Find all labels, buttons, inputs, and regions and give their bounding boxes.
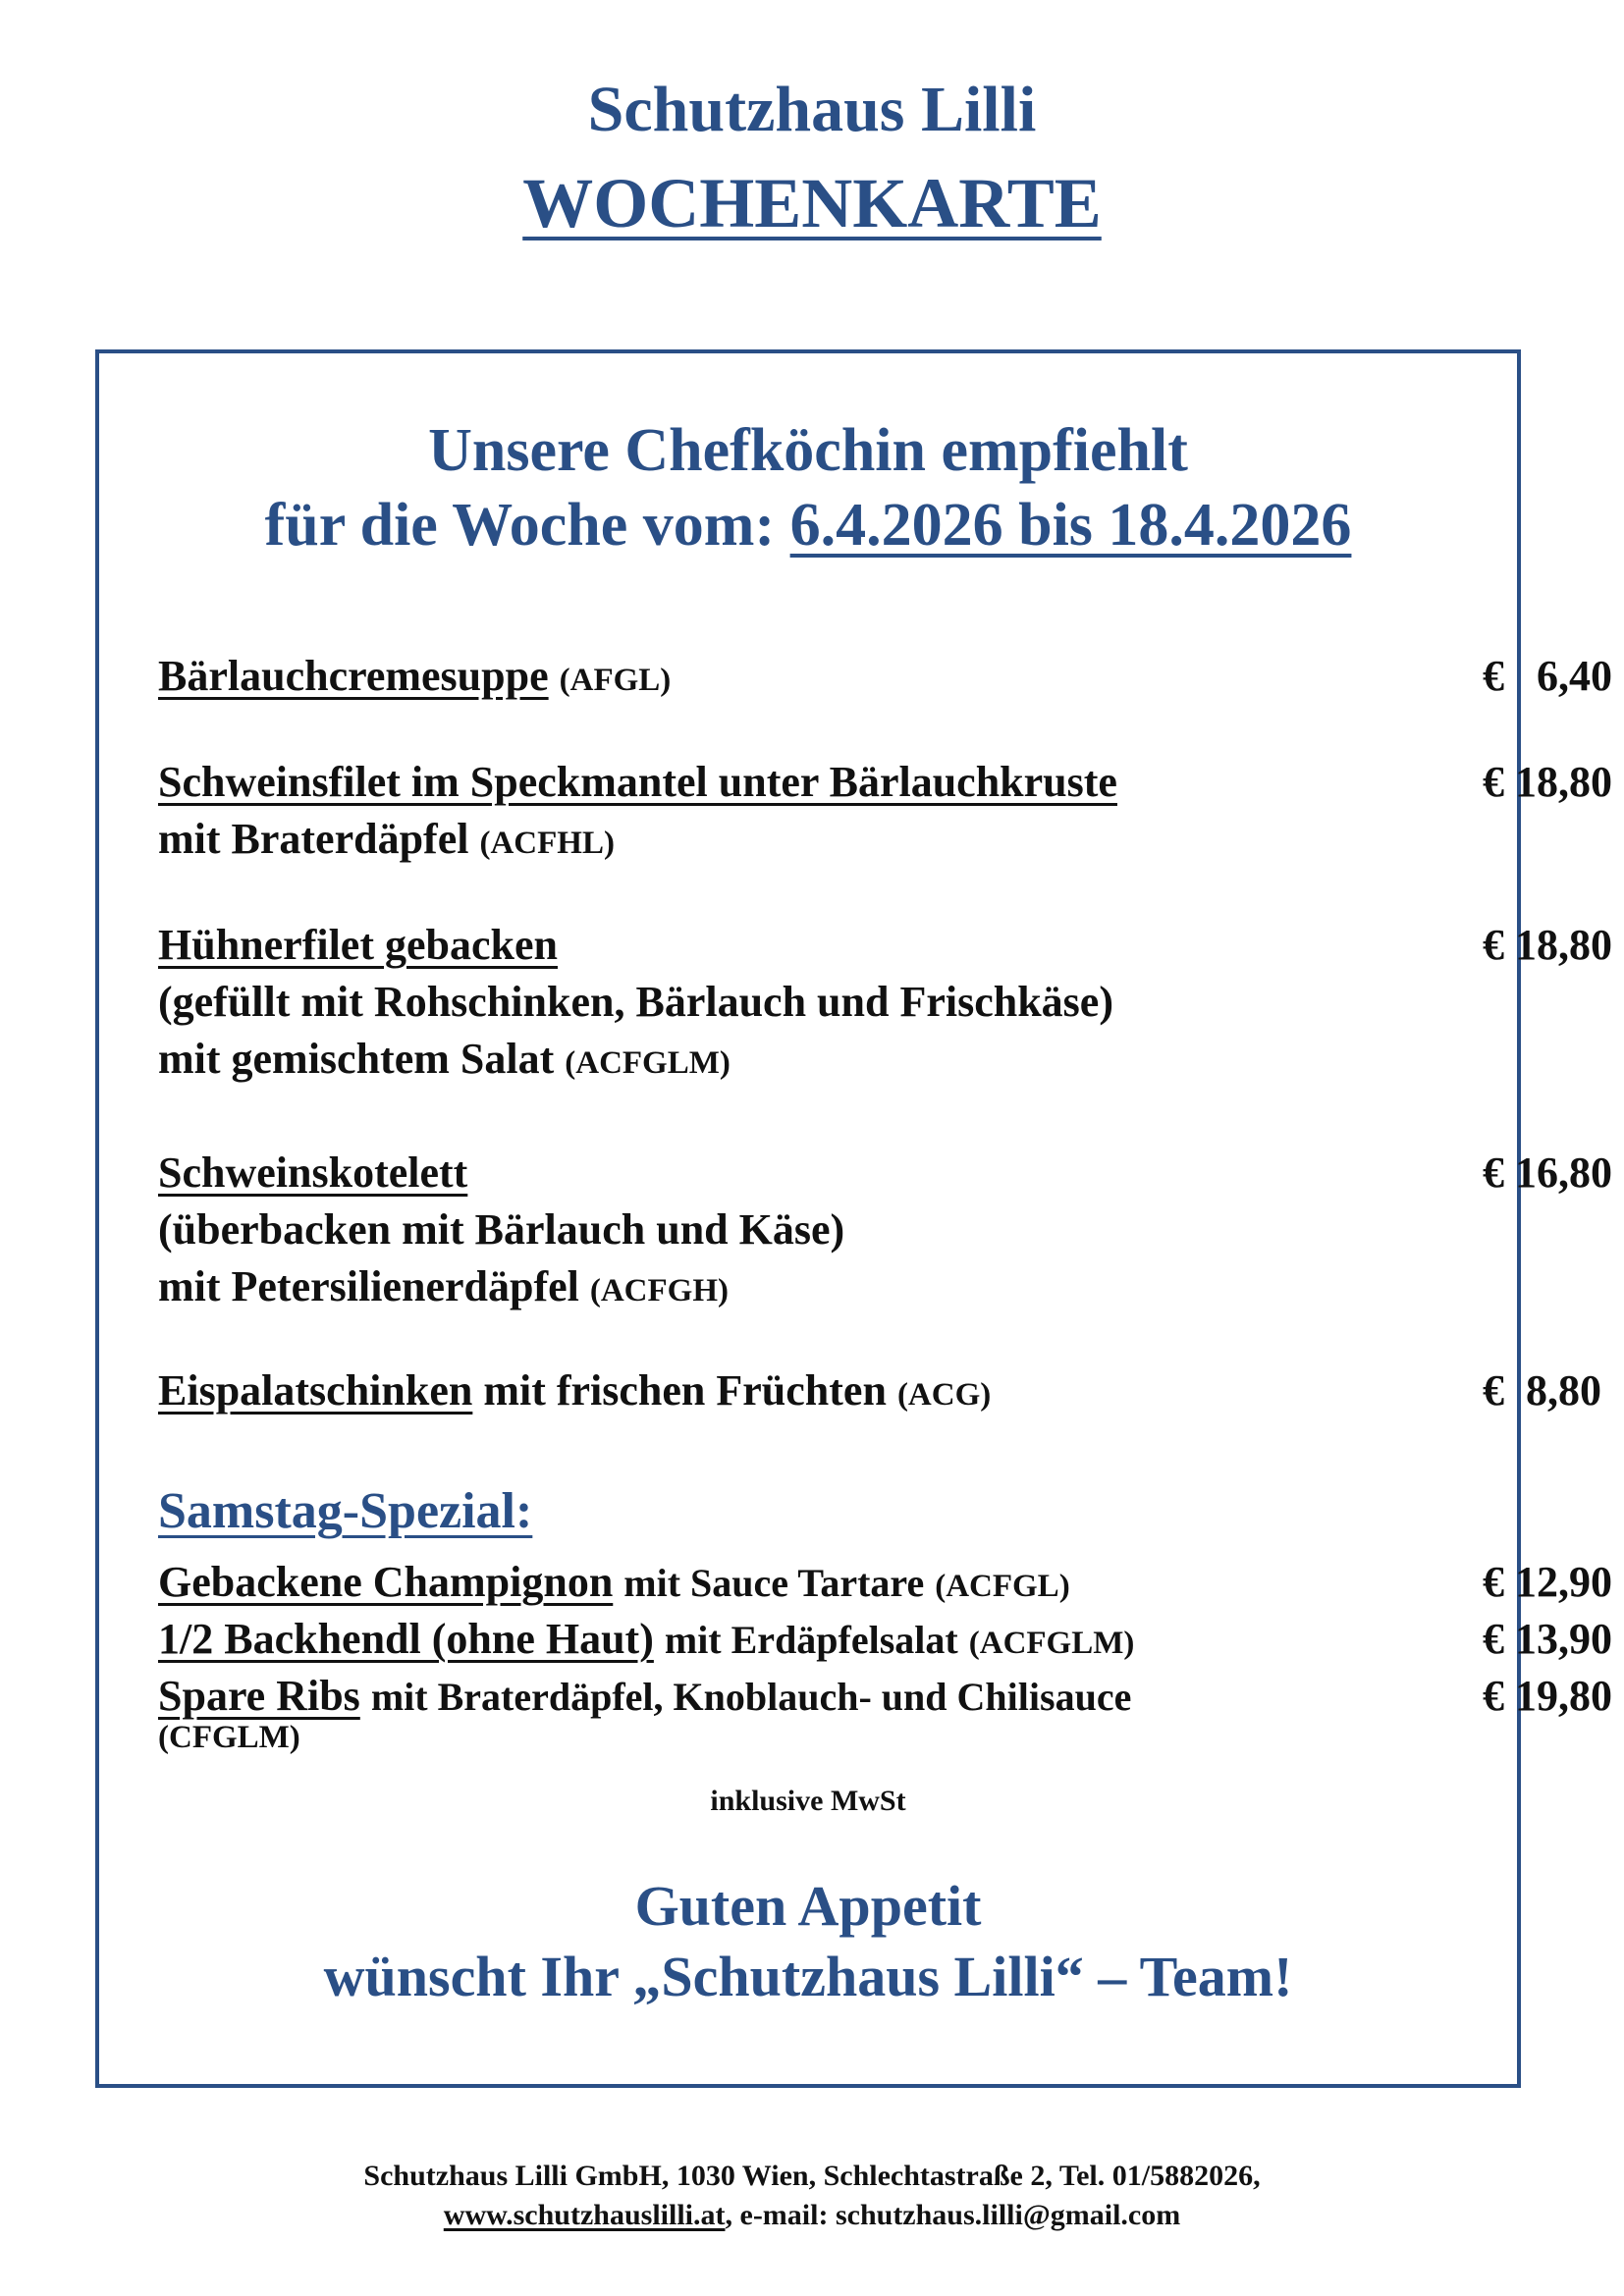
allergen-codes: (ACFGLM)	[565, 1045, 731, 1081]
dish-name: Schweinsfilet im Speckmantel unter Bärlauchkruste	[158, 758, 1117, 806]
allergen-codes: (ACFGL)	[935, 1569, 1070, 1604]
special-item	[158, 1612, 1612, 1671]
menu-item	[158, 648, 1612, 709]
dish-price: € 19,80	[1483, 1672, 1612, 1720]
dish-description: mit frischen Früchten	[483, 1366, 887, 1415]
closing-signature: wünscht Ihr „Schutzhaus Lilli“ – Team!	[323, 1945, 1293, 2008]
dish-price: € 18,80	[1483, 921, 1612, 969]
allergen-codes: (ACG)	[896, 1377, 992, 1413]
email-text: , e-mail: schutzhaus.lilli@gmail.com	[725, 2199, 1181, 2231]
dish-name: 1/2 Backhendl (ohne Haut)	[158, 1615, 654, 1663]
menu-item	[158, 917, 1612, 1092]
vat-note: inklusive MwSt	[710, 1785, 906, 1817]
saturday-special-heading: Samstag-Spezial:	[158, 1483, 533, 1539]
dish-name: Hühnerfilet gebacken	[158, 921, 558, 969]
special-item	[158, 1555, 1612, 1614]
dish-price: € 8,80	[1483, 1366, 1601, 1415]
dish-description: (gefüllt mit Rohschinken, Bärlauch und Frischkäse)	[158, 978, 1113, 1026]
website-link[interactable]: www.schutzhauslilli.at	[443, 2199, 726, 2231]
restaurant-name: Schutzhaus Lilli	[587, 74, 1037, 145]
dish-description: mit Erdäpfelsalat	[664, 1618, 958, 1662]
allergen-codes: (AFGL)	[559, 663, 672, 698]
date-range: 6.4.2026 bis 18.4.2026	[789, 492, 1352, 559]
dish-description: mit Sauce Tartare	[623, 1561, 925, 1605]
allergen-codes: (ACFGH)	[589, 1273, 729, 1308]
dish-name: Bärlauchcremesuppe	[158, 652, 549, 700]
dish-price: € 13,90	[1483, 1615, 1612, 1663]
dish-name: Spare Ribs	[158, 1672, 360, 1720]
menu-item	[158, 1145, 1612, 1319]
allergen-codes: (ACFHL)	[479, 826, 615, 861]
dish-side: mit Braterdäpfel	[158, 815, 469, 863]
dish-description: (überbacken mit Bärlauch und Käse)	[158, 1205, 845, 1254]
dish-price: € 6,40	[1483, 652, 1612, 700]
dish-description: mit Braterdäpfel, Knoblauch- und Chilisauce	[370, 1675, 1132, 1719]
menu-item	[158, 1362, 1601, 1423]
dish-price: € 12,90	[1483, 1558, 1612, 1606]
recommendation-heading: Unsere Chefköchin empfiehlt	[428, 417, 1188, 484]
dish-price: € 16,80	[1483, 1148, 1612, 1197]
dish-side: mit Petersilienerdäpfel	[158, 1262, 579, 1310]
week-range: für die Woche vom: 6.4.2026 bis 18.4.2026	[264, 492, 1352, 559]
dish-side: mit gemischtem Salat	[158, 1035, 555, 1083]
dish-price: € 18,80	[1483, 758, 1612, 806]
closing-greeting: Guten Appetit	[634, 1874, 982, 1938]
menu-title: WOCHENKARTE	[522, 164, 1102, 242]
footer-contact	[0, 2199, 1624, 2232]
footer-address: Schutzhaus Lilli GmbH, 1030 Wien, Schlechtastraße 2, Tel. 01/5882026,	[363, 2160, 1261, 2192]
allergen-codes: (ACFGLM)	[968, 1626, 1135, 1661]
allergen-codes: (CFGLM)	[158, 1720, 300, 1755]
dish-name: Eispalatschinken	[158, 1366, 473, 1415]
menu-item	[158, 754, 1612, 872]
special-item	[158, 1669, 1612, 1725]
dish-name: Gebackene Champignon	[158, 1558, 614, 1606]
dish-name: Schweinskotelett	[158, 1148, 468, 1197]
